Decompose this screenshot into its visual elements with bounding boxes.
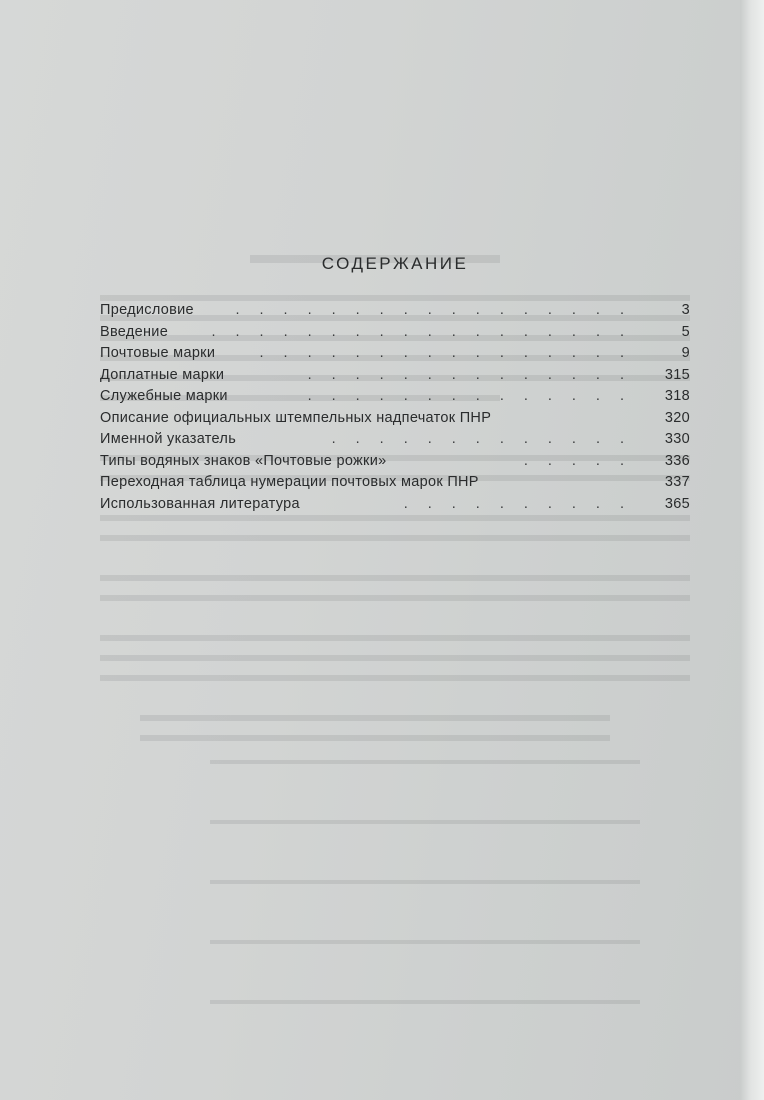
toc-entry	[100, 365, 690, 387]
toc-entry-title: Служебные марки	[100, 388, 228, 404]
toc-entry-title: Почтовые марки	[100, 345, 216, 361]
toc-entry	[100, 386, 690, 408]
dot-leader: ................	[259, 345, 644, 361]
bleed-through-text	[60, 60, 700, 1060]
toc-entry	[100, 494, 690, 516]
toc-entry-page: 5	[681, 323, 690, 340]
toc-entry	[100, 300, 690, 322]
dot-leader: ..............	[307, 388, 644, 404]
toc-entry-page: 365	[664, 495, 690, 512]
toc-entry-page: 320	[664, 409, 690, 426]
toc-entry	[100, 451, 690, 473]
toc-entry-page: 330	[664, 431, 690, 447]
toc-entry-page: 336	[664, 452, 690, 469]
dot-leader: ..........	[403, 495, 644, 512]
toc-entry	[100, 429, 690, 451]
dot-leader: .....	[523, 452, 644, 469]
toc-entry	[100, 472, 690, 494]
toc-entry	[100, 322, 690, 344]
toc-entry-title: Введение	[100, 323, 169, 340]
dot-leader: ..............	[307, 366, 644, 383]
toc-entry	[100, 343, 690, 365]
toc-title: СОДЕРЖАНИЕ	[321, 254, 469, 273]
toc-entry-title: Использованная литература	[100, 495, 300, 512]
dot-leader: ..................	[211, 323, 644, 340]
dot-leader: .................	[235, 302, 644, 318]
toc-entry-page: 9	[681, 345, 690, 361]
toc-entry-title: Переходная таблица нумерации почтовых марок ПНР	[100, 474, 479, 490]
toc-list	[100, 300, 690, 515]
toc-entry-title: Предисловие	[100, 302, 194, 318]
toc-entry-title: Типы водяных знаков «Почтовые рожки»	[100, 452, 387, 469]
page-edge	[740, 0, 764, 1100]
toc-entry-page: 337	[664, 474, 690, 490]
toc-entry-title: Именной указатель	[100, 431, 237, 447]
toc-entry-page: 3	[681, 302, 690, 318]
toc-entry-title: Описание официальных штемпельных надпечаток ПНР	[100, 409, 492, 426]
toc-entry-title: Доплатные марки	[100, 366, 225, 383]
toc-entry-page: 315	[664, 366, 690, 383]
table-of-contents	[100, 254, 690, 515]
toc-entry-page: 318	[664, 388, 690, 404]
toc-entry	[100, 408, 690, 430]
dot-leader: .............	[331, 431, 644, 447]
